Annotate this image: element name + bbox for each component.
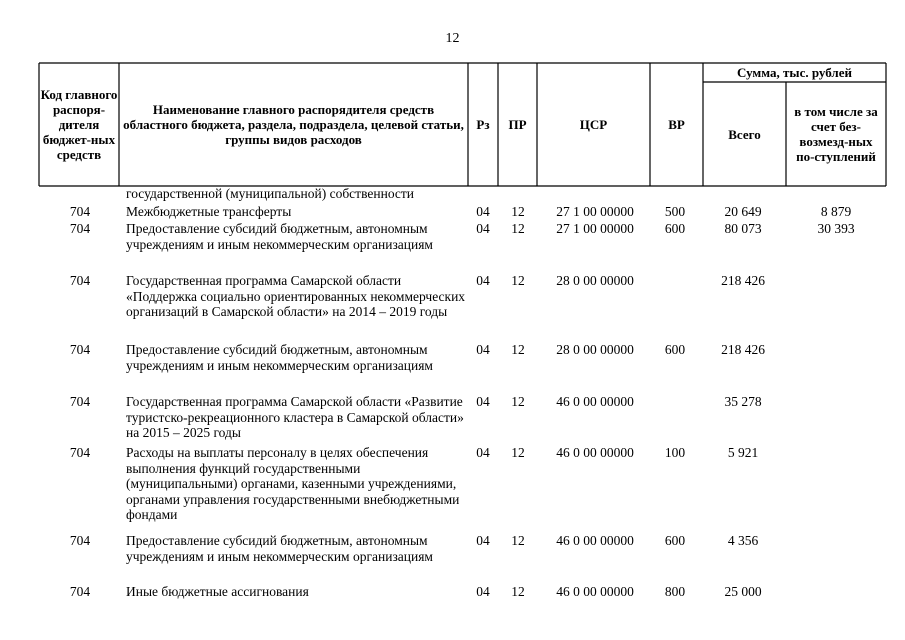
row-total: 4 356: [727, 533, 759, 548]
row-code: 704: [69, 342, 91, 357]
row-pr: 12: [511, 342, 525, 357]
row-name: Предоставление субсидий бюджетным, автономным учреждениям и иным некоммерческим организациям: [126, 342, 433, 373]
row-rz: 04: [476, 533, 490, 548]
header-name: Наименование главного распорядителя средств областного бюджета, раздела, подраздела, целевой статьи, группы видов расходов: [123, 102, 464, 147]
row-rz: 04: [476, 584, 490, 599]
header-sum: Сумма, тыс. рублей: [737, 65, 852, 80]
row-code: 704: [69, 204, 91, 219]
row-csr: 27 1 00 00000: [556, 204, 634, 219]
row-pr: 12: [511, 273, 525, 288]
row-total: 218 426: [721, 342, 765, 357]
header-total: Всего: [728, 126, 761, 142]
row-rz: 04: [476, 394, 490, 409]
header-code: Код главного распоря-дителя бюджет-ных средств: [40, 87, 118, 162]
row-pr: 12: [511, 204, 525, 219]
row-vr: 600: [664, 221, 686, 236]
row-csr: 27 1 00 00000: [556, 221, 634, 236]
row-vr: 100: [664, 445, 686, 460]
row-name: Предоставление субсидий бюджетным, автономным учреждениям и иным некоммерческим организациям: [126, 533, 433, 564]
page-number: 12: [445, 31, 460, 46]
row-name: Расходы на выплаты персоналу в целях обеспечения выполнения функций государственными (муниципальными) органами, казенными учреждениями, органами управления государственными внебюджетными фондами: [126, 445, 460, 522]
header-rz: Рз: [476, 117, 490, 132]
row-csr: 46 0 00 00000: [556, 533, 634, 548]
header-free: в том числе за счет без-возмезд-ных по-ступлений: [794, 104, 878, 164]
row-rz: 04: [476, 273, 490, 288]
row-rz: 04: [476, 342, 490, 357]
row-total: 25 000: [724, 584, 762, 599]
row-pr: 12: [511, 394, 525, 409]
row-name: Государственная программа Самарской области «Развитие туристско-рекреационного кластера в Самарской области» на 2015 – 2025 годы: [126, 394, 464, 440]
row-code: 704: [69, 445, 91, 460]
row-csr: 46 0 00 00000: [556, 584, 634, 599]
row-code: 704: [69, 584, 91, 599]
row-code: 704: [69, 221, 91, 236]
row-total: 5 921: [727, 445, 759, 460]
row-rz: 04: [476, 204, 490, 219]
row-name: государственной (муниципальной) собственности: [126, 186, 415, 201]
row-csr: 46 0 00 00000: [556, 445, 634, 460]
row-total: 35 278: [724, 394, 762, 409]
row-csr: 46 0 00 00000: [556, 394, 634, 409]
row-name: Межбюджетные трансферты: [126, 204, 292, 219]
row-free: 8 879: [820, 204, 852, 219]
row-name: Иные бюджетные ассигнования: [126, 584, 309, 599]
row-csr: 28 0 00 00000: [556, 342, 634, 357]
row-name: Предоставление субсидий бюджетным, автономным учреждениям и иным некоммерческим организациям: [126, 221, 433, 252]
row-name: Государственная программа Самарской области «Поддержка социально ориентированных некоммерческих организаций в Самарской области» на 2014 – 2019 годы: [126, 273, 466, 319]
row-code: 704: [69, 273, 91, 288]
row-free: 30 393: [817, 221, 855, 236]
row-total: 218 426: [721, 273, 765, 288]
row-pr: 12: [511, 221, 525, 236]
row-pr: 12: [511, 584, 525, 599]
header-pr: ПР: [508, 117, 527, 132]
row-vr: 600: [664, 533, 686, 548]
row-vr: 500: [664, 204, 686, 219]
row-rz: 04: [476, 445, 490, 460]
row-pr: 12: [511, 533, 525, 548]
row-total: 20 649: [724, 204, 762, 219]
row-rz: 04: [476, 221, 490, 236]
row-code: 704: [69, 394, 91, 409]
row-code: 704: [69, 533, 91, 548]
header-vr: ВР: [668, 117, 685, 132]
row-vr: 800: [664, 584, 686, 599]
row-pr: 12: [511, 445, 525, 460]
row-vr: 600: [664, 342, 686, 357]
header-csr: ЦСР: [579, 117, 608, 132]
row-total: 80 073: [724, 221, 762, 236]
row-csr: 28 0 00 00000: [556, 273, 634, 288]
